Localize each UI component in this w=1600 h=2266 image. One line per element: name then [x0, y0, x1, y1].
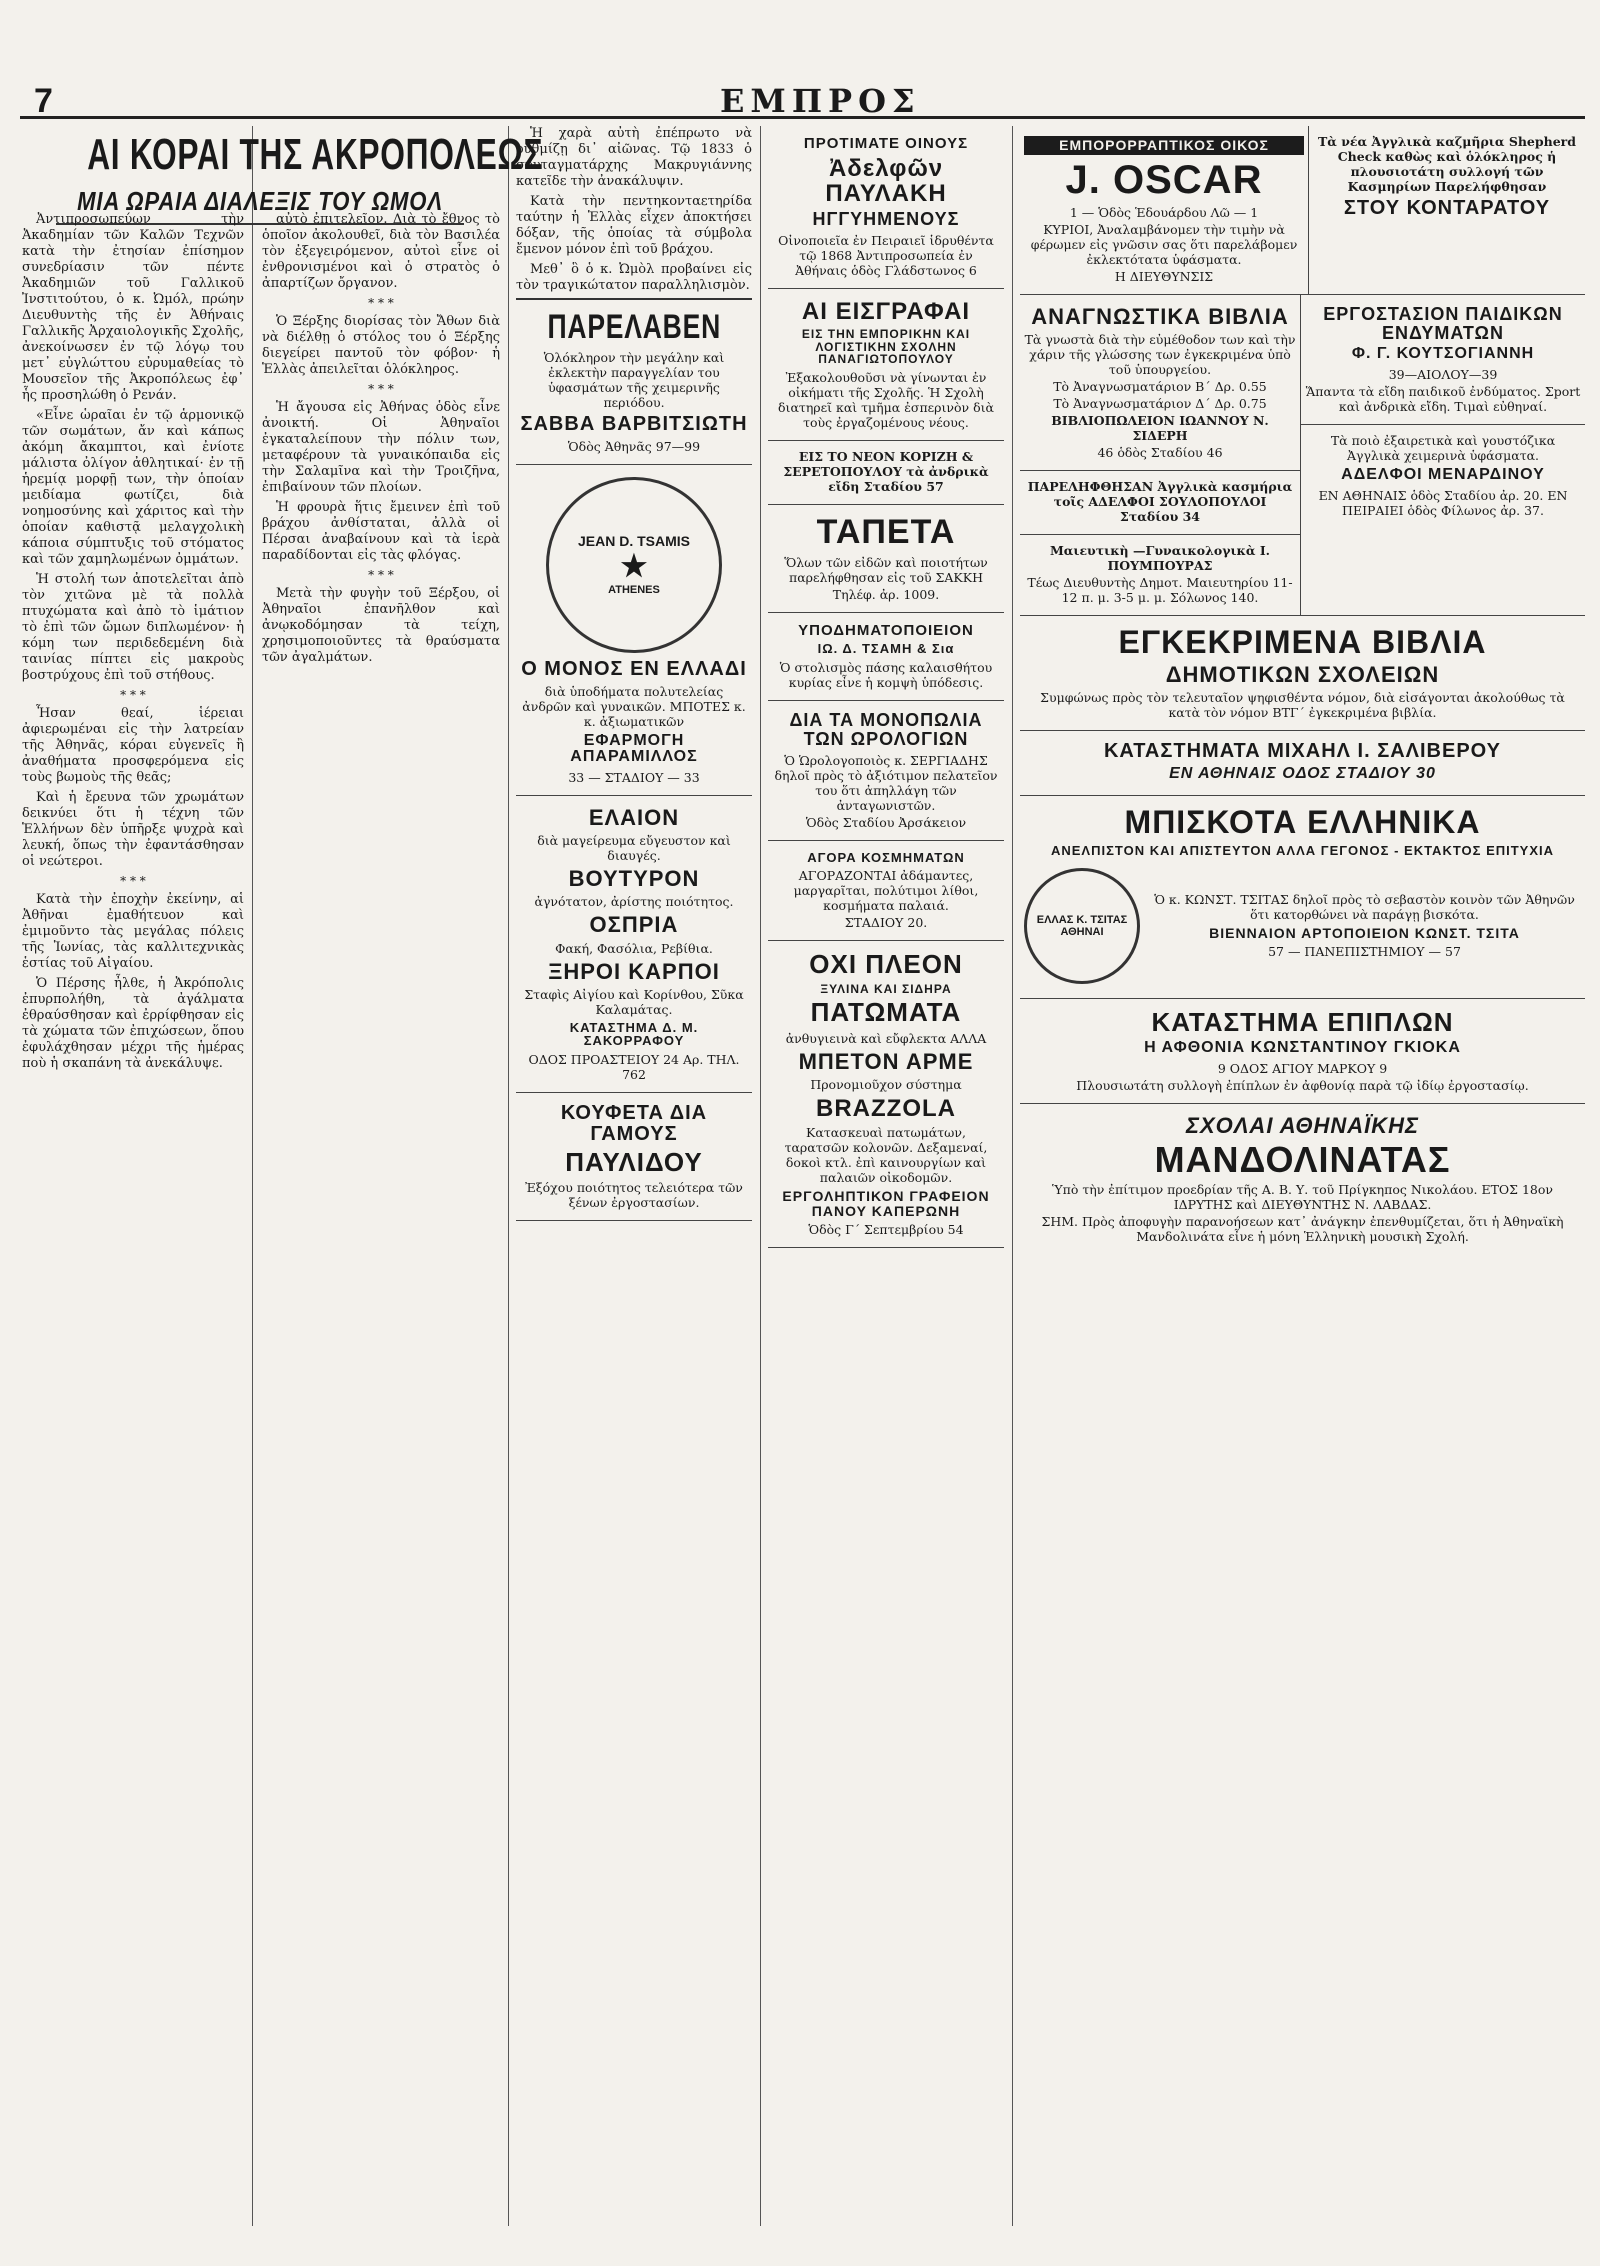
shop-name: ΑΔΕΛΦΟΙ ΜΕΝΑΡΔΙΝΟΥ — [1341, 466, 1545, 484]
ad-address: 33 — ΣΤΑΔΙΟΥ — 33 — [568, 770, 700, 786]
ad-title: ΚΟΥΦΕΤΑ ΔΙΑ ΓΑΜΟΥΣ — [560, 1101, 708, 1145]
column-rule — [252, 126, 253, 2226]
page-number: 7 — [34, 82, 53, 120]
ad-subtitle: ΗΓΓΥΗΜΕΝΟΥΣ — [812, 209, 960, 230]
ad-text: Ὅλων τῶν εἰδῶν καὶ ποιοτήτων παρελήφθησαν εἰς τοῦ ΣΑΚΚΗ — [784, 554, 988, 585]
ad-title: ΑΙ ΕΙΣΓΡΑΦΑΙ — [801, 298, 971, 326]
ad-heading-legumes: ΟΣΠΡΙΑ — [589, 912, 679, 938]
ad-text: διὰ ὑποδήματα πολυτελείας ἀνδρῶν καὶ γυναικῶν. ΜΠΟΤΕΣ κ. κ. ἀξιωματικῶν — [522, 683, 746, 729]
ad-title: ΕΡΓΟΣΤΑΣΙΟΝ ΠΑΙΔΙΚΩΝ ΕΝΔΥΜΑΤΩΝ — [1323, 303, 1563, 343]
ad-parelaven — [516, 298, 752, 465]
article-subheadline: ΜΙΑ ΩΡΑΙΑ ΔΙΑΛΕΞΙΣ ΤΟΥ ΩΜΟΛ — [56, 186, 464, 225]
article-paragraph: «Εἶνε ὡραῖαι ἐν τῷ ἁρμονικῷ τῶν σωμάτων, ἄν καὶ κάπως ἀκόμη ἄκαμπτοι, καὶ ἐνίοτε μάλιστα ὀλίγον ἀθλητικαί· ἐν τῇ ἡρεμίᾳ μορφῇ των, τὴν ὁποίαν μειδίαμα φωτίζει, διὰ νοημοσύνης καὶ χάριτος καὶ τὴν ὁποίαν καθιστᾷ μελαγχολικὴ κάποια σύμπτυξις τοῦ στόματος καὶ τῶν χαμηλωμένων ὀμμάτων. — [22, 408, 244, 567]
ad-furniture — [1020, 999, 1585, 1104]
ad-wallpaper — [768, 505, 1004, 613]
ad-tsamis-seal — [516, 465, 752, 797]
shop-name: Φ. Γ. ΚΟΥΤΣΟΓΙΑΝΝΗ — [1351, 345, 1535, 363]
ad-title: ΥΠΟΔΗΜΑΤΟΠΟΙΕΙΟΝ — [798, 621, 974, 639]
ad-groceries — [516, 796, 752, 1093]
ad-kontaratou — [1309, 126, 1585, 294]
ad-heading-olive: ΕΛΑΙΟΝ — [588, 805, 680, 831]
column-rule — [1012, 126, 1013, 2226]
shop-address: ΟΔΟΣ ΠΡΟΑΣΤΕΙΟΥ 24 Αρ. ΤΗΛ. 762 — [528, 1051, 740, 1082]
ad-kicker: ΕΜΠΟΡΟΡΡΑΠΤΙΚΟΣ ΟΙΚΟΣ — [1024, 136, 1304, 155]
separator-stars: * * * — [120, 688, 146, 702]
ad-signature: Η ΔΙΕΥΘΥΝΣΙΣ — [1114, 268, 1214, 284]
ad-phone: Τηλέφ. ἀρ. 1009. — [832, 586, 940, 602]
ad-text: Ἐξακολουθοῦσι νὰ γίνωνται ἐν οἰκήματι τῆς Σχολῆς. Ἡ Σχολὴ διατηρεῖ καὶ τμῆμα ἐσπερινὸν διὰ τοὺς ἐργαζομένους νέους. — [778, 369, 994, 430]
ad-text: ΑΓΟΡΑΖΟΝΤΑΙ ἀδάμαντες, μαργαρῖται, πολύτιμοι λίθοι, κοσμήματα παλαιά. — [793, 868, 979, 914]
ad-text: ἀνθυγιεινὰ καὶ εὔφλεκτα ΑΛΛΑ — [785, 1030, 987, 1046]
ad-address: Ὁδὸς Σταδίου Ἀρσάκειον — [805, 814, 967, 830]
ad-title: ΤΑΠΕΤΑ — [816, 512, 956, 551]
article-paragraph: Ἡ φρουρὰ ἥτις ἔμεινεν ἐπὶ τοῦ βράχου ἀνθίσταται, ἀλλὰ οἱ Πέρσαι ἀναβαίνουν καὶ τὰ ἱερὰ παραδίδονται εἰς τὰς φλόγας. — [262, 500, 500, 563]
article-headline: ΑΙ ΚΟΡΑΙ ΤΗΣ ΑΚΡΟΠΟΛΕΩΣ — [87, 130, 544, 179]
ad-text: Σταφὶς Αἰγίου καὶ Κορίνθου, Σῦκα Καλαμάτας. — [524, 986, 744, 1017]
ad-text: Τέως Διευθυντὴς Δημοτ. Μαιευτηρίου 11-12 π. μ. 3-5 μ. μ. Σόλωνος 140. — [1027, 574, 1293, 605]
shop-name: ΒΙΕΝΝΑΙΟΝ ΑΡΤΟΠΟΙΕΙΟΝ ΚΩΝΣΤ. ΤΣΙΤΑ — [1209, 924, 1520, 941]
ad-title: ΕΓΚΕΚΡΙΜΕΝΑ ΒΙΒΛΙΑ — [1118, 623, 1487, 660]
ad-stack-right — [1301, 295, 1585, 615]
ad-text: Ὑπὸ τὴν ἐπίτιμον προεδρίαν τῆς Α. Β. Υ. τοῦ Πρίγκηπος Νικολάου. ΕΤΟΣ 18ον ΙΔΡΥΤΗΣ καὶ ΔΙΕΥΘΥΝΤΗΣ Ν. ΛΑΒΔΑΣ. — [1051, 1182, 1554, 1213]
ad-text: Ὁ στολισμὸς πάσης καλαισθήτου κυρίας εἶνε ἡ κομψὴ ὑπόδεσις. — [779, 660, 993, 691]
ad-childrens-clothing — [1301, 295, 1585, 426]
brand-name: J. OSCAR — [1065, 157, 1263, 202]
ad-title: ΚΑΤΑΣΤΗΜΑ ΕΠΙΠΛΩΝ — [1151, 1006, 1454, 1037]
article-paragraph: Ἡ χαρὰ αὐτὴ ἐπέπρωτο νὰ ρυθμίζῃ δι᾽ αἰῶνας. Τῷ 1833 ὁ συνταγματάρχης Μακρυγιάννης κατεῖδε τὴν ἀνακάλυψιν. — [516, 126, 752, 189]
ad-title: ΑΓΟΡΑ ΚΟΣΜΗΜΑΤΩΝ — [807, 849, 965, 865]
ad-concrete — [768, 941, 1004, 1248]
masthead — [20, 82, 1585, 119]
ad-mandolinata — [1020, 1104, 1585, 1255]
shop-address: ΕΝ ΑΘΗΝΑΙΣ ΟΔΟΣ ΣΤΑΔΙΟΥ 30 — [1169, 765, 1436, 783]
ad-reading-books — [1020, 295, 1300, 471]
ad-text: Φακή, Φασόλια, Ρεβίθια. — [555, 940, 713, 956]
column-rule — [760, 126, 761, 2226]
ad-subtitle: ΕΙΣ ΤΗΝ ΕΜΠΟΡΙΚΗΝ ΚΑΙ ΛΟΓΙΣΤΙΚΗΝ ΣΧΟΛΗΝ ΠΑΝΑΓΙΩΤΟΠΟΥΛΟΥ — [801, 327, 971, 367]
ad-subtitle: ΕΦΑΡΜΟΓΗ ΑΠΑΡΑΜΙΛΛΟΣ — [570, 731, 698, 766]
shop-address: 39—ΑΙΟΛΟΥ—39 — [1388, 367, 1498, 383]
shop-address: Ὁδὸς Γ΄ Σεπτεμβρίου 54 — [808, 1222, 964, 1238]
article-paragraph: Κατὰ τὴν πεντηκονταετηρίδα ταύτην ἡ Ἑλλὰς εἶχεν ἀποκτήσει δόξαν, τῆς ὁποίας τὰ σύμβολα ἔμενον μόνον ἐπὶ τοῦ βράχου. — [516, 194, 752, 257]
ad-title: ΠΑΤΩΜΑΤΑ — [810, 997, 962, 1028]
ad-text: Τὰ νέα Ἀγγλικὰ καζμῆρια Shepherd Check καθὼς καὶ ὁλόκληρος ἡ πλουσιοτάτη συλλογή τῶν Κασμηρίων Παρελήφθησαν — [1317, 134, 1576, 194]
ad-title: ΜΑΝΔΟΛΙΝΑΤΑΣ — [1154, 1138, 1451, 1180]
ad-price: Τὸ Ἀναγνωσματάριον Β΄ Δρ. 0.55 — [1053, 378, 1267, 394]
article-paragraph: Ἀντιπροσωπεύων τὴν Ἀκαδημίαν τῶν Καλῶν Τεχνῶν κατὰ τὴν ἐτησίαν ἐπίσημον συνεδρίασιν τῶν πέντε Ἀκαδημιῶν τοῦ Γαλλικοῦ Ἰνστιτούτου, ὁ κ. Ὠμόλ, πρώην Διευθυντὴς τῆς ἐν Ἀθήναις Γαλλικῆς Ἀρχαιολογικῆς Σχολῆς, ἀνεκοίνωσεν ἐν τῷ λόγῳ του μετ᾽ εὐγλώττου εὐρυμαθείας τὸ Μουσεῖον τῆς Ἀκροπόλεως ἐφ᾽ ἧς προσηλώθη ὁ Ρενάν. — [22, 212, 244, 403]
shop-name: ΙΩ. Δ. ΤΣΑΜΗ & Σια — [817, 641, 955, 657]
biscuits-body — [1024, 862, 1581, 990]
ad-address: ΣΤΑΔΙΟΥ 20. — [844, 915, 928, 931]
ad-biscuits — [1020, 796, 1585, 998]
article-column-1 — [22, 212, 244, 2226]
article-paragraph: Ἡ στολή των ἀποτελεῖται ἀπὸ τὸν χιτῶνα μὲ τὰ πολλὰ πτυχώματα καὶ ἀπὸ τὸ ἱμάτιον τὸ ἐπὶ τῶν ὤμων διπλωμένον· ἡ κόμη των περιδεδεμένη διὰ ταινίας πίπτει εἰς μακροὺς βοστρύχους ἐπὶ τοῦ στήθους. — [22, 572, 244, 683]
ad-title: ΟΧΙ ΠΛΕΟΝ — [809, 949, 963, 980]
ad-text: Ἅπαντα τὰ εἴδη παιδικοῦ ἐνδύματος. Σport καὶ ἀνδρικὰ εἴδη. Τιμαὶ εὐθηναί. — [1305, 384, 1581, 415]
shop-name: ΒΙΒΛΙΟΠΩΛΕΙΟΝ ΙΩΑΝΝΟΥ Ν. ΣΙΔΕΡΗ — [1051, 412, 1269, 443]
ad-row-middle — [1020, 295, 1585, 616]
ad-subtitle: ΞΥΛΙΝΑ ΚΑΙ ΣΙΔΗΡΑ — [820, 981, 952, 996]
column-5-ads — [1020, 126, 1585, 2226]
article-paragraph: Μετὰ τὴν φυγὴν τοῦ Ξέρξου, οἱ Ἀθηναῖοι ἐπανῆλθον καὶ ἀνῳκοδόμησαν τὰ τείχη, χρησιμοποιοῦντες τὰ θραύσματα τῶν ἀγαλμάτων. — [262, 586, 500, 665]
ad-text: Τὰ γνωστὰ διὰ τὴν εὐμέθοδον των καὶ τὴν χάριν τῆς γλώσσης των ἐγκεκριμένα ὑπὸ τοῦ ὑπουργείου. — [1024, 331, 1296, 377]
brand-name: BRAZZOLA — [816, 1094, 956, 1122]
ad-wine — [768, 126, 1004, 289]
shop-address: 57 — ΠΑΝΕΠΙΣΤΗΜΙΟΥ — 57 — [1268, 944, 1461, 960]
article-paragraph: Ἦσαν θεαί, ἱέρειαι ἀφιερωμέναι εἰς τὴν λατρείαν τῆς Ἀθηνᾶς, κόραι εὐγενεῖς ἢ ἀναθήματα προσφερόμενα εἰς τοὺς βωμοὺς τῆς θεᾶς; — [22, 706, 244, 785]
ad-text: Κατασκευαὶ πατωμάτων, ταρατσῶν κολονῶν. Δεξαμεναί, δοκοὶ κτλ. ἐπὶ καινουργίων καὶ παλαιῶν οἰκοδομῶν. — [784, 1124, 988, 1185]
column-4-ads — [768, 126, 1004, 2226]
ad-title: ΜΠΙΣΚΟΤΑ ΕΛΛΗΝΙΚΑ — [1124, 804, 1481, 841]
ad-haberdashery — [768, 441, 1004, 505]
biscuits-text-block — [1148, 890, 1581, 962]
ad-price: Τὸ Ἀναγνωσματάριον Δ΄ Δρ. 0.75 — [1053, 395, 1267, 411]
article-column-2 — [262, 212, 500, 2226]
ad-row-top — [1020, 126, 1585, 295]
ad-school-enrollment — [768, 289, 1004, 441]
ad-text: Οἰνοποιεῖα ἐν Πειραιεῖ ἱδρυθέντα τῷ 1868 Ἀντιπροσωπεία ἐν Ἀθήναις ὁδὸς Γλάδστωνος 6 — [778, 233, 994, 279]
ad-subtitle: ΑΝΕΛΠΙΣΤΟΝ ΚΑΙ ΑΠΙΣΤΕΥΤΟΝ ΑΛΛΑ ΓΕΓΟΝΟΣ - ΕΚΤΑΚΤΟΣ ΕΠΙΤΥΧΙΑ — [1050, 842, 1555, 858]
article-paragraph: Ὁ Ξέρξης διορίσας τὸν Ἄθων διὰ νὰ διέλθῃ ὁ στόλος του ὁ Ξέρξης διεγείρει παντοῦ τὸν φόβον· ἡ Ἑλλὰς ἀπειλεῖται ὁλόκληρος. — [262, 314, 500, 377]
separator-stars: * * * — [120, 874, 146, 888]
ad-heading-butter: ΒΟΥΤΥΡΟΝ — [568, 866, 700, 892]
tsitas-seal: ΕΛΛΑΣ Κ. ΤΣΙΤΑΣ ΑΘΗΝΑΙ — [1024, 868, 1140, 984]
ad-saliverou — [1020, 731, 1585, 796]
article-paragraph: Κατὰ τὴν ἐποχὴν ἐκείνην, αἱ Ἀθῆναι ἐμαθήτευον καὶ ἐμιμοῦντο τὰς μεγάλας πόλεις τῆς Ἰωνίας, τὰς καλλιτεχνικὰς ἑστίας τοῦ Αἰγαίου. — [22, 892, 244, 971]
ad-menardinou — [1301, 425, 1585, 528]
ad-cashmere — [1020, 471, 1300, 535]
shop-address: Ὁδὸς Ἀθηνᾶς 97—99 — [567, 438, 701, 454]
separator-stars: * * * — [368, 568, 394, 582]
brand-name: ΠΑΥΛΙΔΟΥ — [565, 1146, 703, 1177]
brand-name: Ἀδελφῶν ΠΑΥΛΑΚΗ — [825, 154, 947, 207]
ad-text: Ὁ κ. ΚΩΝΣΤ. ΤΣΙΤΑΣ δηλοῖ πρὸς τὸ σεβαστὸν κοινὸν τῶν Ἀθηνῶν ὅτι κατορθώνει νὰ παράγῃ βισκότα. — [1154, 891, 1575, 922]
separator-stars: * * * — [368, 296, 394, 310]
shop-name: ΚΑΤΑΣΤΗΜΑ Δ. Μ. ΣΑΚΟΡΡΑΦΟΥ — [569, 1019, 699, 1049]
ad-title: Ο ΜΟΝΟΣ ΕΝ ΕΛΛΑΔΙ — [521, 657, 747, 680]
ad-title: ΠΡΟΤΙΜΑΤΕ ΟΙΝΟΥΣ — [803, 135, 969, 152]
ad-text: Ὁλόκληρον τὴν μεγάλην καὶ ἐκλεκτὴν παραγγελίαν του ὑφασμάτων τῆς χειμερινῆς περιόδου. — [543, 349, 725, 410]
ad-text: Προνομιοῦχον σύστημα — [810, 1076, 962, 1092]
ad-heading-dried-fruit: ΞΗΡΟΙ ΚΑΡΠΟΙ — [548, 958, 720, 984]
article-paragraph: Ὁ Πέρσης ἦλθε, ἡ Ἀκρόπολις ἐπυρπολήθη, τὰ ἀγάλματα ἐθραύσθησαν καὶ ἐρρίφθησαν εἰς τὰ χώματα τῶν ἐπιχώσεων, ὅπου ἐφυλάχθησαν μέχρι τῆς ἡμέρας ποὺ ἡ σκαπάνη τὰ ἀνεκάλυψε. — [22, 976, 244, 1071]
shop-name: ΚΑΤΑΣΤΗΜΑΤΑ ΜΙΧΑΗΛ Ι. ΣΑΛΙΒΕΡΟΥ — [1103, 740, 1502, 763]
ad-koufeta — [516, 1093, 752, 1221]
ad-text: Πλουσιωτάτη συλλογὴ ἐπίπλων ἐν ἀφθονίᾳ παρὰ τῷ ἰδίῳ ἐργοστασίῳ. — [1076, 1077, 1529, 1093]
ad-shoemaker — [768, 613, 1004, 701]
ad-text: ΠΑΡΕΛΗΦΘΗΣΑΝ Ἀγγλικὰ κασμήρια τοῖς ΑΔΕΛΦΟΙ ΣΟΥΛΟΠΟΥΛΟΙ Σταδίου 34 — [1027, 478, 1293, 524]
ad-title: ΔΙΑ ΤΑ ΜΟΝΟΠΩΛΙΑ ΤΩΝ ΩΡΟΛΟΓΙΩΝ — [789, 710, 983, 749]
ad-jewelry — [768, 841, 1004, 942]
shop-name: ΣΤΟΥ ΚΟΝΤΑΡΑΤΟΥ — [1343, 197, 1551, 219]
article-paragraph: αὐτὸ ἐπιτελεῖον. Διὰ τὸ ἔθνος τὸ ὁποῖον ἀκολουθεῖ, διὰ τὸν Βασιλέα τὸν ἐξεγειρόμενον, αὐτοὶ εἶνε οἱ ἐνθρονισμένοι καὶ ὁ στρατὸς ὁ ἀπαρτίζων ὄργανον. — [262, 212, 500, 291]
ad-text: ἀγνότατον, ἀρίστης ποιότητος. — [534, 894, 734, 910]
ad-title: ΑΝΑΓΝΩΣΤΙΚΑ ΒΙΒΛΙΑ — [1031, 303, 1289, 329]
ad-text: Συμφώνως πρὸς τὸν τελευταῖον ψηφισθέντα νόμον, διὰ εἰσάγονται ἀκολούθως τὰ κατὰ τὸν νόμον ΒΤΓ΄ ἐγκεκριμένα βιβλία. — [1040, 690, 1565, 721]
seal-emblem: JEAN D. TSAMIS ★ ATHENES — [546, 477, 722, 653]
ad-approved-books — [1020, 616, 1585, 732]
ad-oscar — [1020, 126, 1309, 294]
separator-stars: * * * — [368, 382, 394, 396]
ad-text: ΣΗΜ. Πρὸς ἀποφυγὴν παρανοήσεων κατ᾽ ἀνάγκην ἐπενθυμίζεται, ὅτι ἡ Ἀθηναϊκὴ Μανδολινάτα εἶνε ἡ μόνη Ἑλληνικὴ μουσικὴ Σχολή. — [1041, 1214, 1564, 1245]
ad-text: Ἐξόχου ποιότητος τελειότερα τῶν ξένων ἐργοστασίων. — [525, 1180, 743, 1211]
ad-title: ΜΠΕΤΟΝ ΑΡΜΕ — [798, 1048, 974, 1074]
ad-stack-left — [1020, 295, 1301, 615]
ad-subtitle: ΔΗΜΟΤΙΚΩΝ ΣΧΟΛΕΙΩΝ — [1165, 662, 1440, 688]
ad-text: ΕΙΣ ΤΟ ΝΕΟΝ ΚΟΡΙΖΗ & ΣΕΡΕΤΟΠΟΥΛΟΥ τὰ ἀνδρικὰ εἴδη Σταδίου 57 — [783, 448, 989, 494]
column-3 — [516, 126, 752, 2226]
ad-title: Μαιευτικὴ —Γυναικολογικὰ Ι. ΠΟΥΜΠΟΥΡΑΣ — [1049, 542, 1271, 573]
ad-address: 1 — Ὁδὸς Ἑδουάρδου Λῶ — 1 — [1069, 204, 1259, 220]
shop-address: 9 ΟΔΟΣ ΑΓΙΟΥ ΜΑΡΚΟΥ 9 — [1217, 1060, 1388, 1076]
article-paragraph: Καὶ ἡ ἔρευνα τῶν χρωμάτων δεικνύει ὅτι ἡ τέχνη τῶν Ἑλλήνων δὲν ὑπῆρξε ψυχρὰ καὶ λευκή, ὅπως τὴν ἐφαντάσθησαν οἱ νεώτεροι. — [22, 790, 244, 869]
ad-subtitle: Η ΑΦΘΟΝΙΑ ΚΩΝΣΤΑΝΤΙΝΟΥ ΓΚΙΟΚΑ — [1144, 1038, 1461, 1056]
ad-text: ΚΥΡΙΟΙ, Ἀναλαμβάνομεν τὴν τιμὴν νὰ φέρωμεν εἰς γνῶσιν σας ὅτι παρελάβομεν ἐκλεκτότατα ὑφάσματα. — [1030, 221, 1298, 267]
article-paragraph: Μεθ᾽ ὃ ὁ κ. Ὠμὸλ προβαίνει εἰς τὸν τραγικώτατον παραλληλισμὸν. — [516, 262, 752, 293]
ad-watchmaker — [768, 701, 1004, 841]
ad-text: διὰ μαγείρευμα εὔγευστον καὶ διαυγές. — [537, 833, 731, 864]
shop-name: ΕΡΓΟΛΗΠΤΙΚΟΝ ΓΡΑΦΕΙΟΝ ΠΑΝΟΥ ΚΑΠΕΡΩΝΗ — [782, 1187, 990, 1219]
ad-title: ΠΑΡΕΛΑΒΕΝ — [547, 308, 721, 346]
ad-doctor — [1020, 535, 1300, 615]
shop-address: 46 ὁδὸς Σταδίου 46 — [1097, 444, 1223, 460]
article-paragraph: Ἡ ἄγουσα εἰς Ἀθήνας ὁδὸς εἶνε ἀνοικτή. Οἱ Ἀθηναῖοι ἐγκαταλείπουν τὴν πόλιν των, μεταφέρουν τὰ γυναικόπαιδα εἰς τὴν Σαλαμῖνα καὶ τὴν Τροιζῆνα, ἐπιβαίνουν τῶν πλοίων. — [262, 400, 500, 495]
newspaper-title: ΕΜΠΡΟΣ — [720, 82, 921, 120]
shop-address: ΕΝ ΑΘΗΝΑΙΣ ὁδὸς Σταδίου ἀρ. 20. ΕΝ ΠΕΙΡΑΙΕΙ ὁδὸς Φίλωνος ἀρ. 37. — [1318, 488, 1568, 519]
ad-kicker: ΣΧΟΛΑΙ ΑΘΗΝΑΪΚΗΣ — [1185, 1112, 1420, 1138]
column-rule — [508, 126, 509, 2226]
shop-name: ΣΑΒΒΑ ΒΑΡΒΙΤΣΙΩΤΗ — [520, 412, 748, 435]
ad-text: Τὰ ποιὸ ἐξαιρετικὰ καὶ γουστόζικα Ἀγγλικὰ χειμερινὰ ὑφάσματα. — [1330, 433, 1556, 464]
ad-text: Ὁ Ὡρολογοποιὸς κ. ΣΕΡΓΙΑΔΗΣ δηλοῖ πρὸς τὸ ἀξιότιμον πελατεῖον του ὅτι ἀπηλλάγη τῶν ἀνταγωνιστῶν. — [774, 752, 998, 813]
